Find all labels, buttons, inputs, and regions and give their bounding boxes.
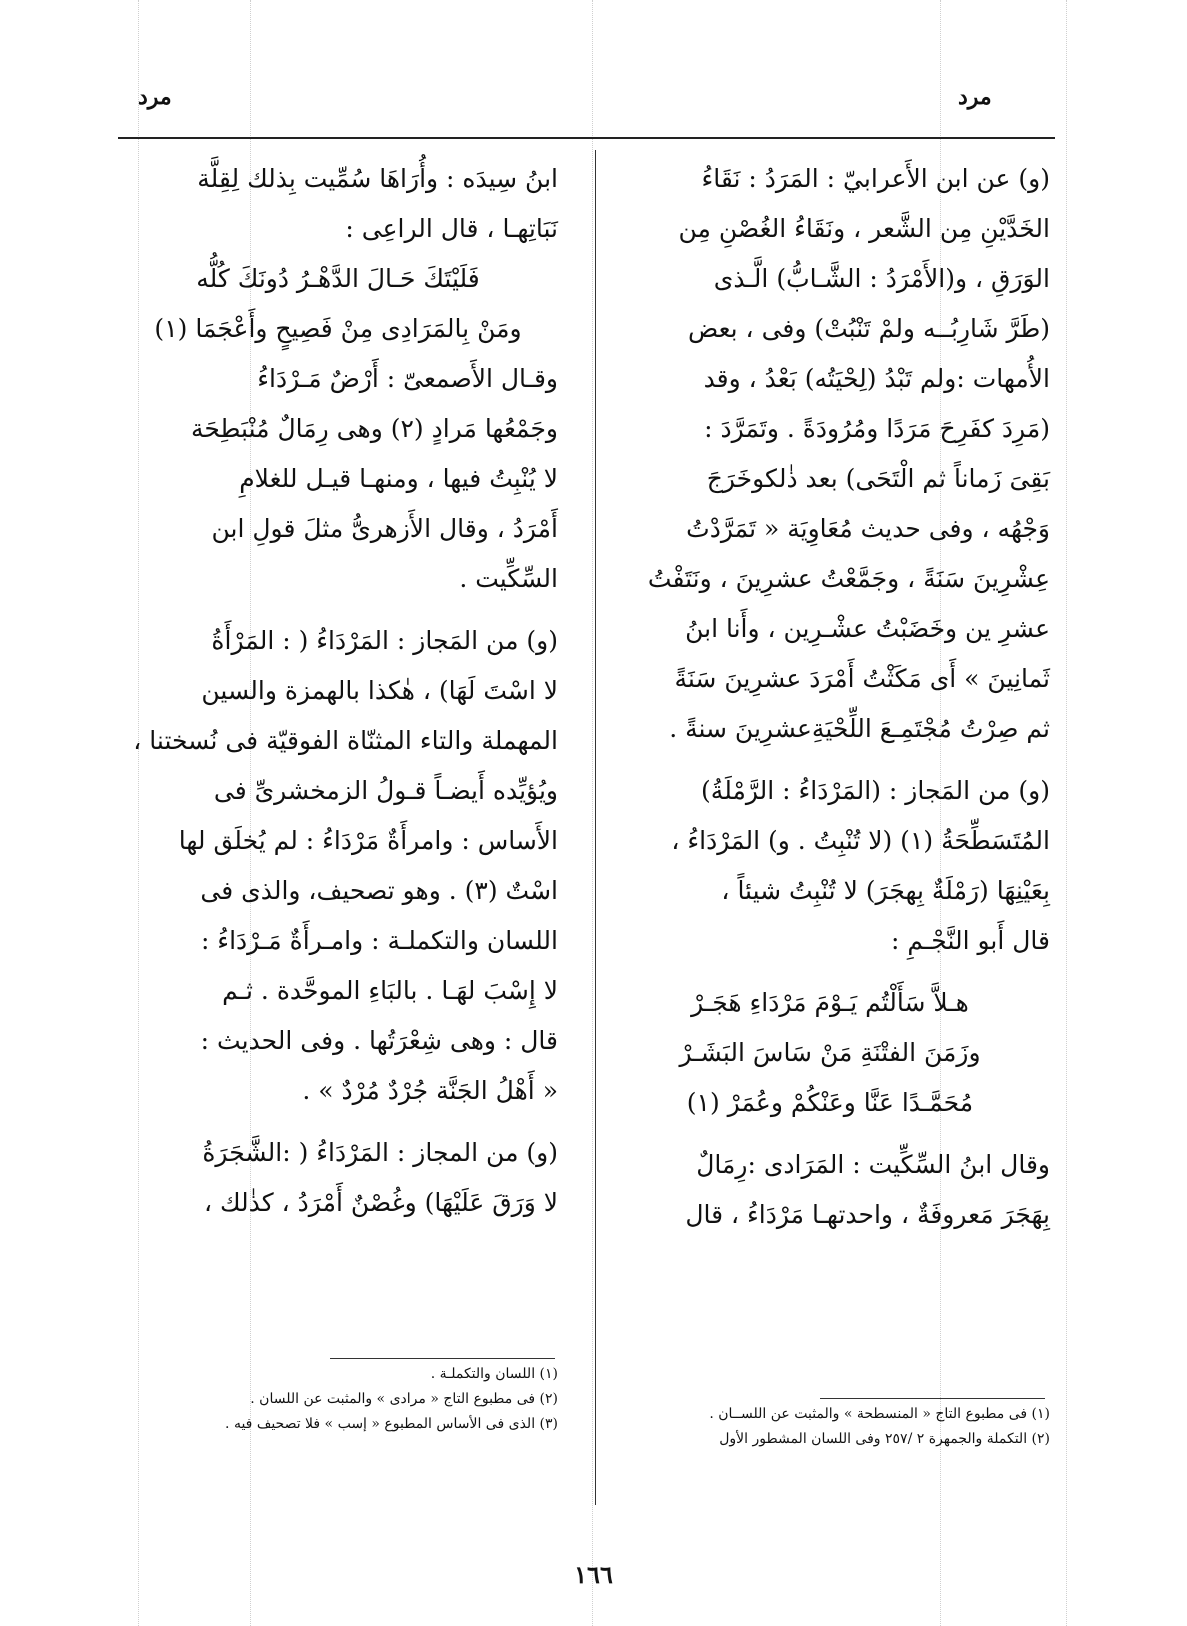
text-line: الأُمهات :ولم تَبْدُ (لِحْيَتُه) بَعْدُ ، وقد [703,364,1050,393]
left-footnotes [118,1362,558,1437]
text-line: (و) من المَجاز : (المَرْدَاءُ : الرَّمْلَةُ) [701,776,1050,805]
footnote: (١) فى مطبوع التاج « المنسطحة » والمثبت عن اللســان . [709,1406,1050,1422]
text-line: (و) من المجاز : المَرْدَاءُ ( :الشَّجَرَةُ [202,1138,558,1167]
right-footnotes [610,1402,1050,1452]
text-line: بَقِىَ زَماناً ثم الْتَحَى) بعد ذٰلكوخَرَجَ [706,464,1050,493]
text-line: لا إِسْبَ لهَـا . بالبَاءِ الموحَّدة . ثـم [222,976,558,1005]
text-line: أَمْرَدُ ، وقال الأَزهرىُّ مثلَ قولِ ابن [211,514,558,543]
right-footnote-rule [820,1398,1045,1399]
text-line: وقـال الأَصمعىّ : أَرْضٌ مَـرْدَاءُ [257,364,558,393]
verse-line: ومَنْ بِالمَرَادِى مِنْ فَصِيحٍ وأَعْجَمَا (١) [154,314,522,343]
text-line: الوَرَقِ ، و(الأَمْرَدُ : الشَّـابُّ) الَّـذى [713,264,1050,293]
page-number: ١٦٦ [574,1560,613,1589]
text-line: اسْتٌ (٣) . وهو تصحيف، والذى فى [200,876,558,905]
text-line: السِّكِّيت . [459,564,558,593]
text-line: ابنُ سِيدَه : وأُرَاهَا سُمِّيت بِذلك لِقِلَّة [197,164,558,193]
footnote: (٢) فى مطبوع التاج « مرادى » والمثبت عن اللسان . [250,1391,558,1407]
column-divider [595,150,596,1505]
text-line: لا يُنْبِتُ فيها ، ومنهـا قيـل للغلامِ [239,464,558,493]
text-line: وجَمْعُها مَرادٍ (٢) وهى رِمَالٌ مُنْبَطِحَة [191,414,558,443]
footnote: (٣) الذى فى الأساس المطبوع « إسب » فلا تصحيف فيه . [225,1416,558,1432]
verse-line: هـلاَّ سَأَلْتُم يَـوْمَ مَرْدَاءِ هَجَـرْ [691,988,969,1017]
text-line: (و) من المَجاز : المَرْدَاءُ ( : المَرْأَةُ [211,626,558,655]
text-line: لا وَرَقَ عَلَيْهَا) وغُصْنٌ أَمْرَدُ ، كذٰلك ، [203,1188,558,1217]
text-line: ويُؤيِّده أَيضـاً قـولُ الزمخشرىِّ فى [213,776,558,805]
text-line: عِشْرِينَ سَنَةً ، وجَمَّعْتُ عشرِينَ ، ونَتَفْتُ [647,564,1050,593]
text-line: عشرِ ين وخَضَبْتُ عشْـرِين ، وأَنا ابنُ [685,614,1050,643]
text-line: لا اسْتَ لَهَا) ، هٰكذا بالهمزة والسين [201,676,558,705]
scan-guide-line [1066,0,1067,1626]
text-line: المُتَسَطِّحَةُ (١) (لا تُنْبِتُ . و) المَرْدَاءُ ، [671,826,1050,855]
text-line: قال أَبو النَّجْـمِ : [890,926,1050,955]
scan-guide-line [592,0,593,1626]
left-column [118,154,558,1228]
text-line: نَبَاتِهـا ، قال الراعِى : [345,214,558,243]
verse-line: مُحَمَّـدًا عَنَّا وعَنْكُمْ وعُمَرْ (١) [686,1088,974,1117]
text-line: ثم صِرْتُ مُجْتَمِـعَ اللِّحْيَةِعشرِينَ سنةً . [669,714,1050,743]
text-line: الخَدَّيْنِ مِن الشَّعر ، ونَقَاءُ الغُصْنِ مِن [678,214,1050,243]
right-running-head: مرد [958,84,992,110]
left-footnote-rule [330,1358,555,1359]
verse-line: وزَمَنَ الفتْنَةِ مَنْ سَاسَ البَشَـرْ [679,1038,981,1067]
text-line: المهملة والتاء المثنّاة الفوقيّة فى نُسختنا ، [133,726,558,755]
footnote: (٢) التكملة والجمهرة ٢ /٢٥٧ وفى اللسان المشطور الأول [719,1431,1050,1447]
left-running-head: مرد [138,84,172,110]
right-column [610,154,1050,1240]
text-line: (مَرِدَ كفَرِحَ مَرَدًا ومُرُودَةً . وتَمَرَّدَ : [704,414,1050,443]
text-line: الأَساس : وامرأَةٌ مَرْدَاءُ : لم يُخلَق لها [178,826,558,855]
text-line: وَجْهُه ، وفى حديث مُعَاوِيَة « تَمَرَّدْتُ [686,514,1050,543]
text-line: اللسان والتكملـة : وامـرأَةٌ مَـرْدَاءُ : [200,926,558,955]
text-line: (و) عن ابن الأَعرابيّ : المَرَدُ : نَقَاءُ [701,164,1050,193]
text-line: بِهَجَرَ مَعروفَةٌ ، واحدتهـا مَرْدَاءُ ، قال [685,1200,1050,1229]
footnote: (١) اللسان والتكملـة . [430,1366,558,1382]
text-line: وقال ابنُ السِّكِّيت : المَرَادى :رِمَالٌ [696,1150,1050,1179]
text-line: « أَهْلُ الجَنَّة جُرْدٌ مُرْدٌ » . [302,1076,558,1105]
text-line: قال : وهى شِعْرَتُها . وفى الحديث : [200,1026,558,1055]
verse-line: فَلَيْتَكَ حَـالَ الدَّهْـرُ دُونَكَ كُلُّه [196,264,480,293]
text-line: ثَمانِينَ » أَى مَكَثْتُ أَمْرَدَ عشرِينَ سَنَةً [674,664,1050,693]
header-rule [118,137,1055,139]
text-line: (طَرَّ شَارِبُــه ولمْ تَنْبُتْ) وفى ، بعض [687,314,1050,343]
text-line: بِعَيْنِهَا (رَمْلَةٌ بِهجَرَ) لا تُنْبِتُ شيئاً ، [721,876,1050,905]
